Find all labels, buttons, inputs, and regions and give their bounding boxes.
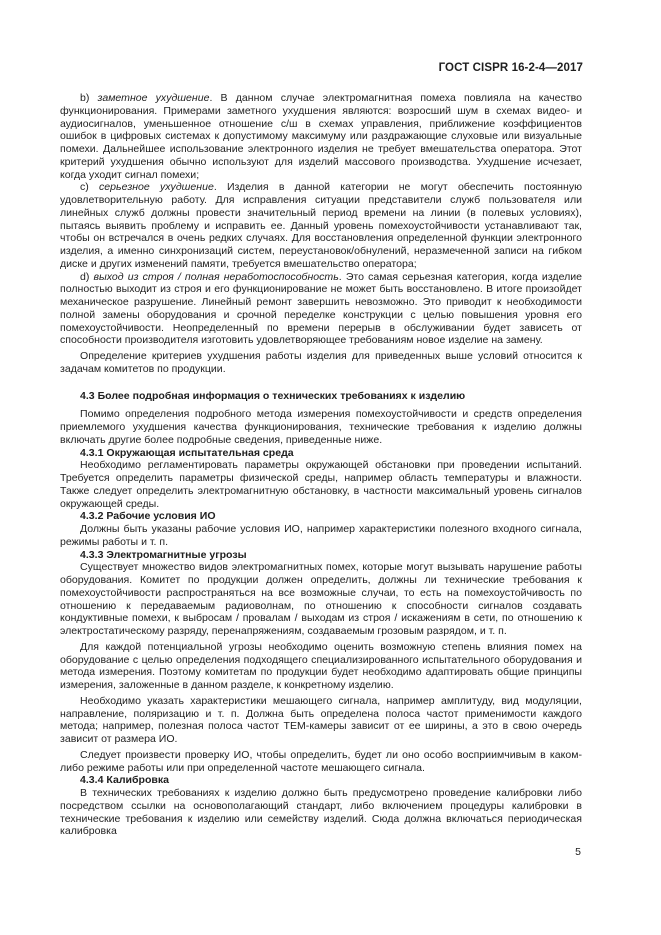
list-item-label: b) (80, 92, 98, 104)
term-noticeable-degradation: заметное ухудшение (97, 92, 210, 104)
list-item-text: . Изделия в данной категории не могут обеспечить постоянную удовлетворительную работу. Для исправления ситуации представители служб пользователя или линейных служб должны провести значительный период времени на линии (в полевых условиях), пытаясь выявить проблему и исправить ее. Данный уровень помехоустойчивости устанавливают так, чтобы он встречался в очень редких случаях. Для восстановления определенной функции электронного изделия, а именно синхронизаций систем, переустановок/обнулений, неразмеченной записи на гибком диске и других изменений памяти, требуется вмешательство оператора; (60, 181, 583, 270)
paragraph: Помимо определения подробного метода измерения помехоустойчивости и средств определения приемлемого ухудшения качества функционирования, технические требования к изделию должны включать другие более подробные сведения, приведенные ниже. (60, 408, 582, 446)
paragraph: Существует множество видов электромагнитных помех, которые могут вызывать нарушение работы оборудования. Комитет по продукции должен определить, должны ли технические требования к помехоустойчивости распространяться на все возможные случаи, то есть на помехоустойчивость по отношению к передаваемым радиоволнам, по отношению к способности сигналов создавать кондуктивные помехи, к выбросам / провалам / выходам из строя / искажениям в сети, по отношению к электростатическому разряду, перенапряжениям, создаваемым грозовым разрядом, и т. п. (60, 561, 582, 637)
section-heading-4-3-3: 4.3.3 Электромагнитные угрозы (80, 548, 247, 561)
document-body (60, 92, 582, 838)
section-heading-4-3-2: 4.3.2 Рабочие условия ИО (80, 510, 216, 523)
paragraph: Для каждой потенциальной угрозы необходимо оценить возможную степень влияния помех на оборудование с целью определения подходящего специализированного испытательного оборудования и метода измерения. Поэтому комитетам по продукции будет необходимо адаптировать общие принципы измерения, заложенные в данном разделе, к конкретному изделию. (60, 640, 582, 691)
paragraph: Следует произвести проверку ИО, чтобы определить, будет ли оно особо восприимчивым в каком-либо режиме работы или при определенной частоте мешающего сигнала. (60, 748, 582, 774)
paragraph: Должны быть указаны рабочие условия ИО, например характеристики полезного входного сигнала, режимы работы и т. п. (60, 523, 582, 548)
list-item-text: . Это самая серьезная категория, когда изделие полностью выходит из строя и его функционирование не может быть восстановлено. В итоге произойдет механическое разрушение. Линейный ремонт завершить невозможно. Это приводит к необходимости полной замены оборудования и срочной переделке конструкции с целью повышения уровня его помехоустойчивости. Неопределенный по времени перерыв в обслуживании будет зависеть от способности производителя изготовить удовлетворяющее требованиям новое изделие на замену. (60, 270, 582, 347)
list-item-text: . В данном случае электромагнитная помеха повлияла на качество функционирования. Примерами заметного ухудшения являются: возросший шум в схемах видео- и аудиосигналов, уменьшенное отношение с/ш в схемах управления, приближение коэффициентов ошибок в цифровых системах к допустимому максимуму или раздражающие слуховые или визуальные помехи. Дальнейшее использование электронного изделия не требует вмешательства оператора. Этот критерий ухудшения обычно используют для изделий массового производства. Ухудшение исчезает, когда уходит сигнал помехи; (60, 92, 582, 181)
section-heading-4-3: 4.3 Более подробная информация о технических требованиях к изделию (80, 389, 466, 402)
list-item-c (60, 181, 582, 270)
list-item-d (60, 271, 582, 348)
paragraph: Необходимо указать характеристики мешающего сигнала, например амплитуду, вид модуляции, направление, поляризацию и т. п. Должна быть определена полоса частот применимости каждого метода; например, полезная полоса частот ТЕМ-камеры зависит от ее ширины, а это в свою очередь зависит от размера ИО. (60, 694, 582, 745)
list-item-b (60, 92, 582, 181)
page-number: 5 (575, 846, 581, 858)
term-failure: выход из строя / полная неработоспособность (93, 270, 339, 283)
standard-code-header: ГОСТ CISPR 16-2-4—2017 (438, 62, 583, 74)
section-heading-4-3-1: 4.3.1 Окружающая испытательная среда (80, 446, 294, 459)
list-item-label: c) (80, 181, 100, 194)
paragraph: В технических требованиях к изделию должно быть предусмотрено проведение калибровки либо посредством ссылки на основополагающий стандарт, либо включением процедуры калибровки в технические требования к изделию или семейству изделий. Сюда должна включаться периодическая калибровка (60, 787, 582, 838)
term-serious-degradation: серьезное ухудшение (99, 181, 214, 194)
paragraph: Необходимо регламентировать параметры окружающей обстановки при проведении испытаний. Требуется определить параметры физической среды, например область температуры и влажности. Также следует определить электромагнитную обстановку, в частности максимальный уровень сигналов окружающей среды. (60, 459, 582, 510)
section-heading-4-3-4: 4.3.4 Калибровка (80, 774, 170, 787)
list-item-label: d) (80, 270, 94, 283)
paragraph-criteria: Определение критериев ухудшения работы изделия для приведенных выше условий относится к задачам комитетов по продукции. (60, 350, 582, 375)
